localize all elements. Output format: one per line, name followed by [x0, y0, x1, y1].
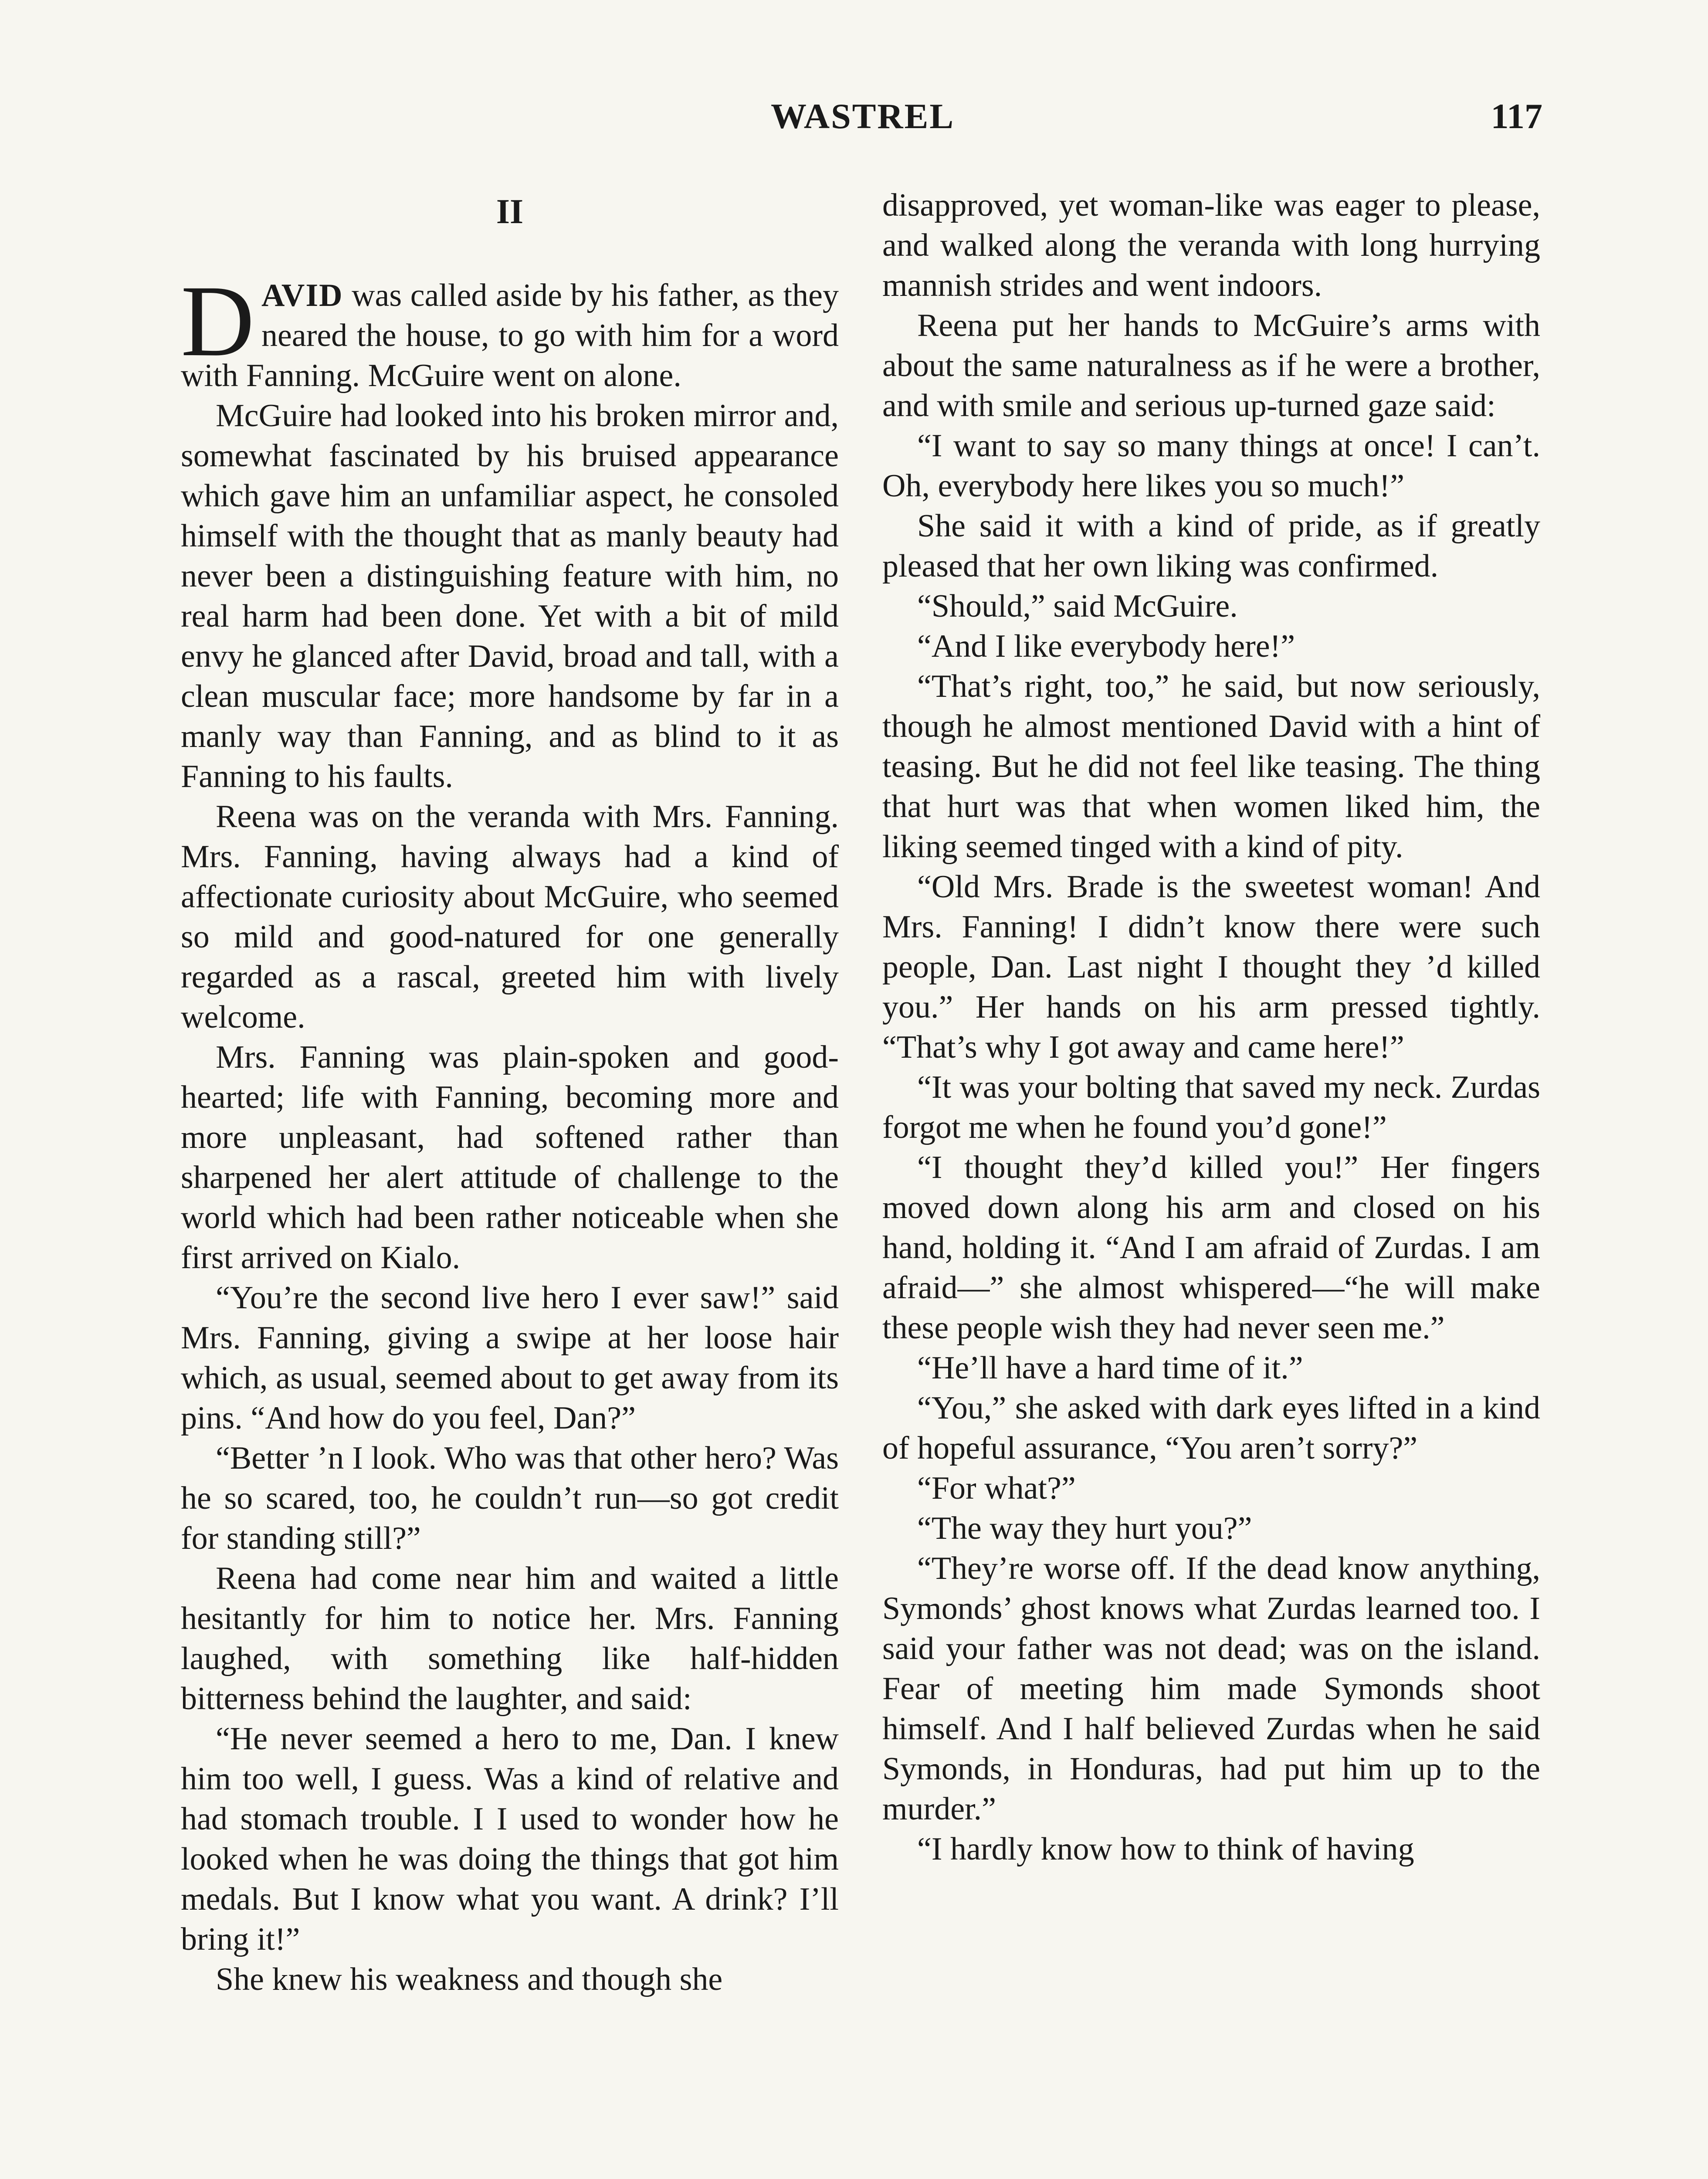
drop-cap: D [181, 264, 254, 377]
paragraph: “And I like everybody here!” [917, 628, 1295, 664]
paragraph: Reena was on the veranda with Mrs. Fanning. Mrs. Fanning, having always had a kind of affectionate curiosity about McGuire, who seemed so mild and good-natured for one generally regarded as a rascal, greeted him with lively welcome. [181, 799, 839, 1035]
paragraph: She knew his weakness and though she [216, 1962, 723, 1997]
paragraph: Mrs. Fanning was plain-spoken and good-hearted; life with Fanning, becoming more and more unpleasant, had softened rather than sharpened her alert attitude of challenge to the world which had been rather noticeable when she first arrived on Kialo. [181, 1039, 839, 1276]
paragraph: “I hardly know how to think of having [917, 1831, 1414, 1867]
continued-paragraph: disapproved, yet woman-like was eager to please, and walked along the veranda with long hurrying mannish strides and went indoors. [882, 187, 1540, 303]
paragraph: Reena put her hands to McGuire’s arms with about the same naturalness as if he were a brother, and with smile and serious up-turned gaze said: [882, 308, 1540, 424]
paragraph: “For what?” [917, 1470, 1076, 1506]
paragraph: “I thought they’d killed you!” Her fingers moved down along his arm and closed on his hand, holding it. “And I am afraid of Zurdas. I am afraid—” she almost whispered—“he will make these people wish they had never seen me.” [882, 1150, 1540, 1346]
opening-text: was called aside by his father, as they neared the house, to go with him for a word with Fanning. McGuire went on alone. [181, 278, 839, 394]
paragraph: “I want to say so many things at once! I can’t. Oh, everybody here likes you so much!” [882, 428, 1540, 504]
paragraph: “They’re worse off. If the dead know anything, Symonds’ ghost knows what Zurdas learned too. I said your father was not dead; was on the island. Fear of meeting him made Symonds shoot himself. And I half believed Zurdas when he said Symonds, in Honduras, had put him up to the murder.” [882, 1551, 1540, 1827]
paragraph: “Better ’n I look. Who was that other hero? Was he so scared, too, he couldn’t run—so got credit for standing still?” [181, 1440, 839, 1556]
running-title: WASTREL [770, 96, 955, 136]
paragraph: McGuire had looked into his broken mirror and, somewhat fascinated by his bruised appearance which gave him an unfamiliar aspect, he consoled himself with the thought that as manly beauty had never been a distinguishing feature with him, no real harm had been done. Yet with a bit of mild envy he glanced after David, broad and tall, with a clean muscular face; more handsome by far in a manly way than Fanning, and as blind to it as Fanning to his faults. [181, 398, 839, 794]
paragraph: “You’re the second live hero I ever saw!” said Mrs. Fanning, giving a swipe at her loose hair which, as usual, seemed about to get away from its pins. “And how do you feel, Dan?” [181, 1280, 839, 1436]
paragraph: “The way they hurt you?” [917, 1510, 1252, 1546]
paragraph: “Should,” said McGuire. [917, 588, 1238, 624]
page-number: 117 [1491, 96, 1542, 136]
left-column [181, 183, 839, 1999]
paragraph: “Old Mrs. Brade is the sweetest woman! And Mrs. Fanning! I didn’t know there were such people, Dan. Last night I thought they ’d killed you.” Her hands on his arm pressed tightly. “That’s why I got away and came here!” [882, 869, 1540, 1065]
paragraph: “He never seemed a hero to me, Dan. I knew him too well, I guess. Was a kind of relative and had stomach trouble. I I used to wonder how he looked when he was doing the things that got him medals. But I know what you want. A drink? I’ll bring it!” [181, 1721, 839, 1957]
paragraph: “He’ll have a hard time of it.” [917, 1350, 1303, 1386]
paragraph: “That’s right, too,” he said, but now seriously, though he almost mentioned David with a hint of teasing. But he did not feel like teasing. The thing that hurt was that when women liked him, the liking seemed tinged with a kind of pity. [882, 669, 1540, 865]
section-heading: II [496, 193, 524, 231]
paragraph: “You,” she asked with dark eyes lifted in a kind of hopeful assurance, “You aren’t sorry?” [882, 1390, 1540, 1466]
page-header [183, 96, 1542, 144]
right-column [882, 185, 1540, 1869]
opening-paragraph [181, 264, 839, 396]
paragraph: Reena had come near him and waited a little hesitantly for him to notice her. Mrs. Fanning laughed, with something like half-hidden bitterness behind the laughter, and said: [181, 1561, 839, 1717]
opening-smallcaps: AVID [261, 278, 343, 313]
paragraph: “It was your bolting that saved my neck. Zurdas forgot me when he found you’d gone!” [882, 1069, 1540, 1145]
paragraph: She said it with a kind of pride, as if greatly pleased that her own liking was confirmed. [882, 508, 1540, 584]
